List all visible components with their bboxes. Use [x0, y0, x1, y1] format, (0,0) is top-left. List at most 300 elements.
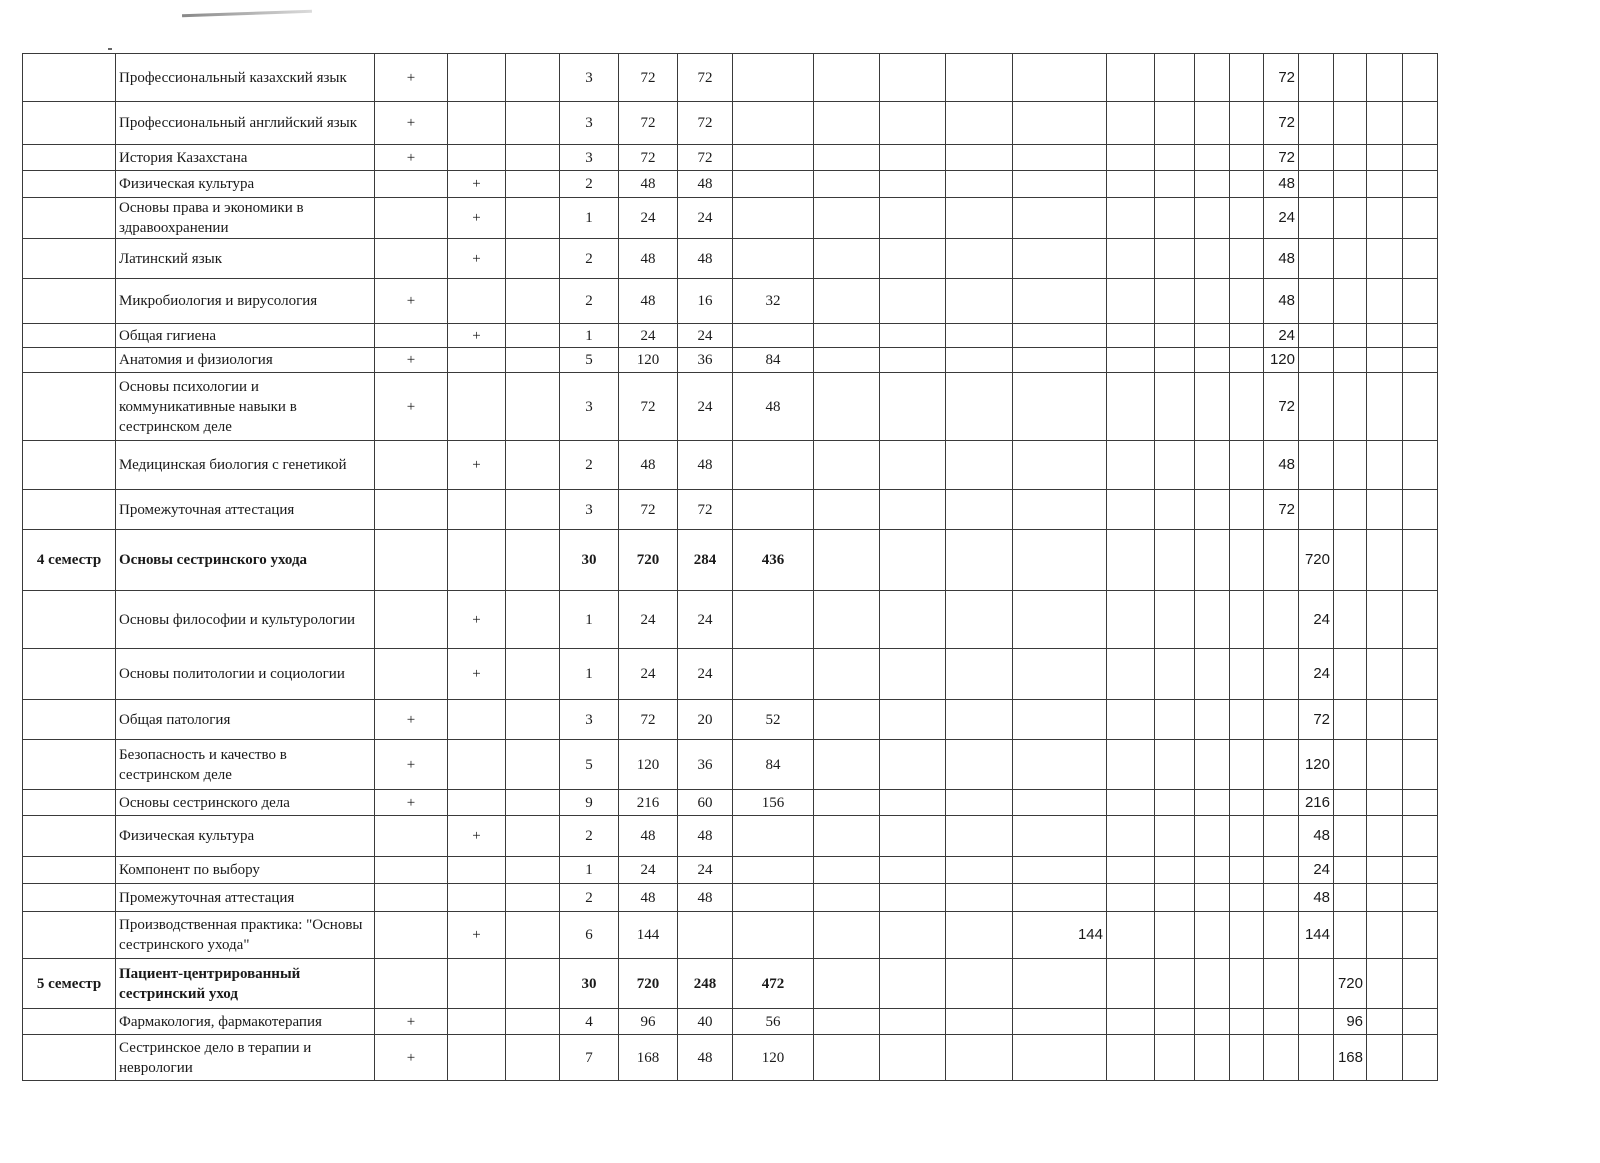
test-mark-cell: [448, 373, 506, 441]
empty-cell: [1107, 857, 1155, 884]
test-mark-cell: [448, 102, 506, 145]
empty-cell: [946, 816, 1013, 857]
industrial-practice-hours-cell: 144: [1013, 912, 1107, 959]
empty-cell: [1195, 530, 1230, 591]
empty-cell: [506, 790, 560, 816]
practice-hours-cell: [733, 324, 814, 348]
empty-cell: [946, 857, 1013, 884]
empty-cell: [880, 54, 946, 102]
empty-cell: [1367, 790, 1403, 816]
total-hours-cell: 48: [619, 884, 678, 912]
empty-cell: [1403, 239, 1438, 279]
theory-hours-cell: 20: [678, 700, 733, 740]
empty-cell: [1264, 1035, 1299, 1081]
semester-hours-cell: 168: [1334, 1035, 1367, 1081]
empty-cell: [1403, 279, 1438, 324]
empty-cell: [814, 816, 880, 857]
table-row: [23, 740, 1438, 790]
exam-mark-cell: [375, 530, 448, 591]
semester-cell: [23, 790, 116, 816]
credits-cell: 3: [560, 373, 619, 441]
table-row: [23, 198, 1438, 239]
empty-cell: [1107, 279, 1155, 324]
empty-cell: [1230, 740, 1264, 790]
credits-cell: 30: [560, 959, 619, 1009]
theory-hours-cell: 48: [678, 441, 733, 490]
empty-cell: [880, 740, 946, 790]
exam-mark-cell: [375, 441, 448, 490]
empty-cell: [1403, 912, 1438, 959]
discipline-name-cell: Медицинская биология с генетикой: [116, 441, 375, 490]
empty-cell: [1155, 490, 1195, 530]
semester-cell: 5 семестр: [23, 959, 116, 1009]
practice-hours-cell: 84: [733, 348, 814, 373]
practice-hours-cell: 56: [733, 1009, 814, 1035]
exam-mark-cell: [375, 171, 448, 198]
table-row: [23, 700, 1438, 740]
discipline-name-cell: Профессиональный казахский язык: [116, 54, 375, 102]
exam-mark-cell: +: [375, 279, 448, 324]
empty-cell: [1155, 348, 1195, 373]
empty-cell: [1155, 324, 1195, 348]
theory-hours-cell: 24: [678, 198, 733, 239]
table-row: [23, 373, 1438, 441]
industrial-practice-hours-cell: [1013, 54, 1107, 102]
credits-cell: 1: [560, 198, 619, 239]
total-hours-cell: 48: [619, 441, 678, 490]
total-hours-cell: 96: [619, 1009, 678, 1035]
empty-cell: [1403, 959, 1438, 1009]
total-hours-cell: 24: [619, 324, 678, 348]
empty-cell: [1230, 324, 1264, 348]
discipline-name-cell: Общая патология: [116, 700, 375, 740]
theory-hours-cell: 248: [678, 959, 733, 1009]
empty-cell: [1264, 790, 1299, 816]
empty-cell: [1403, 441, 1438, 490]
empty-cell: [1195, 591, 1230, 649]
theory-hours-cell: 36: [678, 740, 733, 790]
empty-cell: [1107, 54, 1155, 102]
credits-cell: 2: [560, 171, 619, 198]
empty-cell: [1334, 324, 1367, 348]
industrial-practice-hours-cell: [1013, 171, 1107, 198]
empty-cell: [1195, 700, 1230, 740]
industrial-practice-hours-cell: [1013, 441, 1107, 490]
semester-cell: [23, 884, 116, 912]
empty-cell: [1230, 171, 1264, 198]
empty-cell: [1299, 198, 1334, 239]
credits-cell: 1: [560, 857, 619, 884]
empty-cell: [506, 857, 560, 884]
total-hours-cell: 216: [619, 790, 678, 816]
industrial-practice-hours-cell: [1013, 145, 1107, 171]
empty-cell: [506, 348, 560, 373]
empty-cell: [1107, 649, 1155, 700]
empty-cell: [1299, 441, 1334, 490]
empty-cell: [1334, 490, 1367, 530]
industrial-practice-hours-cell: [1013, 239, 1107, 279]
semester-hours-cell: 120: [1299, 740, 1334, 790]
total-hours-cell: 720: [619, 959, 678, 1009]
empty-cell: [1107, 790, 1155, 816]
practice-hours-cell: 120: [733, 1035, 814, 1081]
discipline-name-cell: Основы права и экономики в здравоохранении: [116, 198, 375, 239]
empty-cell: [1195, 145, 1230, 171]
practice-hours-cell: [733, 591, 814, 649]
empty-cell: [946, 591, 1013, 649]
test-mark-cell: +: [448, 324, 506, 348]
empty-cell: [1367, 145, 1403, 171]
empty-cell: [1230, 857, 1264, 884]
semester-cell: [23, 198, 116, 239]
test-mark-cell: [448, 279, 506, 324]
empty-cell: [946, 959, 1013, 1009]
empty-cell: [1195, 279, 1230, 324]
empty-cell: [1155, 530, 1195, 591]
empty-cell: [506, 649, 560, 700]
empty-cell: [1403, 54, 1438, 102]
empty-cell: [1299, 239, 1334, 279]
empty-cell: [1367, 959, 1403, 1009]
empty-cell: [1107, 1035, 1155, 1081]
empty-cell: [506, 884, 560, 912]
empty-cell: [1195, 490, 1230, 530]
empty-cell: [1195, 1035, 1230, 1081]
empty-cell: [1230, 373, 1264, 441]
empty-cell: [1264, 700, 1299, 740]
empty-cell: [1299, 279, 1334, 324]
semester-cell: [23, 279, 116, 324]
empty-cell: [1403, 373, 1438, 441]
semester-hours-cell: 216: [1299, 790, 1334, 816]
empty-cell: [1367, 884, 1403, 912]
test-mark-cell: [448, 700, 506, 740]
total-hours-cell: 120: [619, 348, 678, 373]
exam-mark-cell: [375, 239, 448, 279]
empty-cell: [1367, 198, 1403, 239]
empty-cell: [1107, 373, 1155, 441]
empty-cell: [506, 441, 560, 490]
semester-hours-cell: 720: [1299, 530, 1334, 591]
empty-cell: [1264, 857, 1299, 884]
test-mark-cell: +: [448, 239, 506, 279]
empty-cell: [946, 912, 1013, 959]
semester-cell: [23, 348, 116, 373]
empty-cell: [506, 102, 560, 145]
empty-cell: [506, 816, 560, 857]
practice-hours-cell: [733, 884, 814, 912]
empty-cell: [1334, 740, 1367, 790]
empty-cell: [1230, 348, 1264, 373]
empty-cell: [1230, 530, 1264, 591]
table-row: [23, 279, 1438, 324]
total-hours-cell: 72: [619, 54, 678, 102]
empty-cell: [880, 490, 946, 530]
test-mark-cell: [448, 145, 506, 171]
exam-mark-cell: +: [375, 700, 448, 740]
table-row: [23, 649, 1438, 700]
empty-cell: [1367, 279, 1403, 324]
empty-cell: [1107, 591, 1155, 649]
empty-cell: [1107, 441, 1155, 490]
practice-hours-cell: [733, 490, 814, 530]
empty-cell: [946, 1035, 1013, 1081]
practice-hours-cell: [733, 145, 814, 171]
empty-cell: [1230, 1009, 1264, 1035]
discipline-name-cell: Компонент по выбору: [116, 857, 375, 884]
empty-cell: [1367, 54, 1403, 102]
empty-cell: [506, 145, 560, 171]
discipline-name-cell: Физическая культура: [116, 171, 375, 198]
practice-hours-cell: [733, 816, 814, 857]
empty-cell: [1195, 816, 1230, 857]
credits-cell: 4: [560, 1009, 619, 1035]
empty-cell: [880, 239, 946, 279]
empty-cell: [1299, 490, 1334, 530]
practice-hours-cell: 472: [733, 959, 814, 1009]
semester-hours-cell: 48: [1264, 441, 1299, 490]
semester-hours-cell: 72: [1264, 54, 1299, 102]
semester-cell: [23, 324, 116, 348]
empty-cell: [1367, 591, 1403, 649]
empty-cell: [1195, 912, 1230, 959]
empty-cell: [1107, 102, 1155, 145]
discipline-name-cell: Безопасность и качество в сестринском деле: [116, 740, 375, 790]
empty-cell: [946, 279, 1013, 324]
industrial-practice-hours-cell: [1013, 884, 1107, 912]
semester-hours-cell: 72: [1264, 145, 1299, 171]
empty-cell: [1230, 912, 1264, 959]
empty-cell: [814, 740, 880, 790]
empty-cell: [814, 171, 880, 198]
empty-cell: [1155, 198, 1195, 239]
practice-hours-cell: 156: [733, 790, 814, 816]
test-mark-cell: +: [448, 441, 506, 490]
empty-cell: [1107, 324, 1155, 348]
semester-cell: [23, 239, 116, 279]
test-mark-cell: +: [448, 912, 506, 959]
empty-cell: [1367, 171, 1403, 198]
empty-cell: [1155, 1035, 1195, 1081]
empty-cell: [814, 373, 880, 441]
discipline-name-cell: Промежуточная аттестация: [116, 884, 375, 912]
table-row: [23, 530, 1438, 591]
empty-cell: [946, 1009, 1013, 1035]
exam-mark-cell: +: [375, 373, 448, 441]
empty-cell: [1195, 790, 1230, 816]
table-row: [23, 816, 1438, 857]
empty-cell: [946, 373, 1013, 441]
empty-cell: [1230, 816, 1264, 857]
industrial-practice-hours-cell: [1013, 857, 1107, 884]
theory-hours-cell: 48: [678, 816, 733, 857]
semester-hours-cell: 96: [1334, 1009, 1367, 1035]
empty-cell: [1367, 740, 1403, 790]
empty-cell: [814, 54, 880, 102]
empty-cell: [1367, 373, 1403, 441]
theory-hours-cell: 48: [678, 171, 733, 198]
empty-cell: [946, 102, 1013, 145]
test-mark-cell: [448, 490, 506, 530]
empty-cell: [1334, 441, 1367, 490]
practice-hours-cell: [733, 441, 814, 490]
total-hours-cell: 720: [619, 530, 678, 591]
empty-cell: [946, 700, 1013, 740]
semester-hours-cell: 120: [1264, 348, 1299, 373]
total-hours-cell: 72: [619, 102, 678, 145]
empty-cell: [946, 441, 1013, 490]
credits-cell: 3: [560, 490, 619, 530]
empty-cell: [880, 857, 946, 884]
empty-cell: [1155, 102, 1195, 145]
table-row: [23, 441, 1438, 490]
semester-cell: [23, 54, 116, 102]
empty-cell: [1107, 912, 1155, 959]
exam-mark-cell: [375, 816, 448, 857]
empty-cell: [1155, 700, 1195, 740]
theory-hours-cell: 284: [678, 530, 733, 591]
empty-cell: [1264, 912, 1299, 959]
semester-cell: [23, 740, 116, 790]
empty-cell: [1334, 145, 1367, 171]
empty-cell: [880, 649, 946, 700]
credits-cell: 2: [560, 884, 619, 912]
semester-hours-cell: 72: [1264, 102, 1299, 145]
empty-cell: [1195, 373, 1230, 441]
empty-cell: [1403, 145, 1438, 171]
empty-cell: [506, 373, 560, 441]
table-row: [23, 1009, 1438, 1035]
empty-cell: [814, 490, 880, 530]
discipline-name-cell: Фармакология, фармакотерапия: [116, 1009, 375, 1035]
empty-cell: [1230, 884, 1264, 912]
semester-cell: [23, 145, 116, 171]
semester-hours-cell: 48: [1264, 171, 1299, 198]
empty-cell: [1403, 171, 1438, 198]
credits-cell: 5: [560, 740, 619, 790]
empty-cell: [506, 1009, 560, 1035]
empty-cell: [1155, 857, 1195, 884]
empty-cell: [946, 239, 1013, 279]
empty-cell: [1230, 279, 1264, 324]
empty-cell: [1107, 171, 1155, 198]
curriculum-table: [22, 53, 1438, 1081]
total-hours-cell: 48: [619, 816, 678, 857]
empty-cell: [814, 1035, 880, 1081]
semester-cell: [23, 700, 116, 740]
theory-hours-cell: 24: [678, 324, 733, 348]
exam-mark-cell: +: [375, 1009, 448, 1035]
empty-cell: [1334, 649, 1367, 700]
table-row: [23, 591, 1438, 649]
credits-cell: 1: [560, 591, 619, 649]
credits-cell: 7: [560, 1035, 619, 1081]
empty-cell: [1334, 54, 1367, 102]
table-row: [23, 54, 1438, 102]
empty-cell: [814, 102, 880, 145]
empty-cell: [1299, 324, 1334, 348]
empty-cell: [1403, 884, 1438, 912]
empty-cell: [506, 959, 560, 1009]
empty-cell: [1155, 740, 1195, 790]
empty-cell: [1155, 649, 1195, 700]
empty-cell: [1230, 790, 1264, 816]
empty-cell: [1367, 102, 1403, 145]
empty-cell: [1155, 912, 1195, 959]
table-row: [23, 857, 1438, 884]
empty-cell: [1299, 348, 1334, 373]
practice-hours-cell: 32: [733, 279, 814, 324]
industrial-practice-hours-cell: [1013, 700, 1107, 740]
table-row: [23, 912, 1438, 959]
credits-cell: 6: [560, 912, 619, 959]
empty-cell: [814, 649, 880, 700]
curriculum-table-body: [23, 54, 1438, 1081]
exam-mark-cell: +: [375, 790, 448, 816]
empty-cell: [946, 790, 1013, 816]
empty-cell: [946, 171, 1013, 198]
empty-cell: [1155, 591, 1195, 649]
credits-cell: 5: [560, 348, 619, 373]
empty-cell: [1334, 700, 1367, 740]
empty-cell: [1403, 102, 1438, 145]
empty-cell: [1334, 790, 1367, 816]
empty-cell: [1334, 348, 1367, 373]
empty-cell: [1195, 441, 1230, 490]
semester-hours-cell: 48: [1264, 239, 1299, 279]
empty-cell: [1334, 591, 1367, 649]
semester-hours-cell: 48: [1299, 816, 1334, 857]
table-row: [23, 959, 1438, 1009]
empty-cell: [814, 145, 880, 171]
empty-cell: [1107, 700, 1155, 740]
industrial-practice-hours-cell: [1013, 816, 1107, 857]
empty-cell: [1107, 959, 1155, 1009]
exam-mark-cell: [375, 324, 448, 348]
credits-cell: 3: [560, 700, 619, 740]
empty-cell: [1195, 348, 1230, 373]
empty-cell: [1195, 171, 1230, 198]
empty-cell: [814, 591, 880, 649]
empty-cell: [1264, 959, 1299, 1009]
test-mark-cell: [448, 790, 506, 816]
empty-cell: [1195, 324, 1230, 348]
empty-cell: [1195, 54, 1230, 102]
empty-cell: [506, 591, 560, 649]
empty-cell: [1367, 1009, 1403, 1035]
empty-cell: [506, 530, 560, 591]
empty-cell: [1299, 1009, 1334, 1035]
table-row: [23, 171, 1438, 198]
empty-cell: [1155, 145, 1195, 171]
exam-mark-cell: +: [375, 740, 448, 790]
theory-hours-cell: [678, 912, 733, 959]
empty-cell: [1195, 884, 1230, 912]
empty-cell: [1155, 959, 1195, 1009]
industrial-practice-hours-cell: [1013, 591, 1107, 649]
empty-cell: [1299, 959, 1334, 1009]
practice-hours-cell: [733, 102, 814, 145]
discipline-name-cell: Анатомия и физиология: [116, 348, 375, 373]
empty-cell: [814, 239, 880, 279]
empty-cell: [1367, 490, 1403, 530]
empty-cell: [1299, 145, 1334, 171]
empty-cell: [880, 884, 946, 912]
empty-cell: [1403, 816, 1438, 857]
semester-hours-cell: 24: [1299, 857, 1334, 884]
empty-cell: [814, 198, 880, 239]
empty-cell: [506, 279, 560, 324]
